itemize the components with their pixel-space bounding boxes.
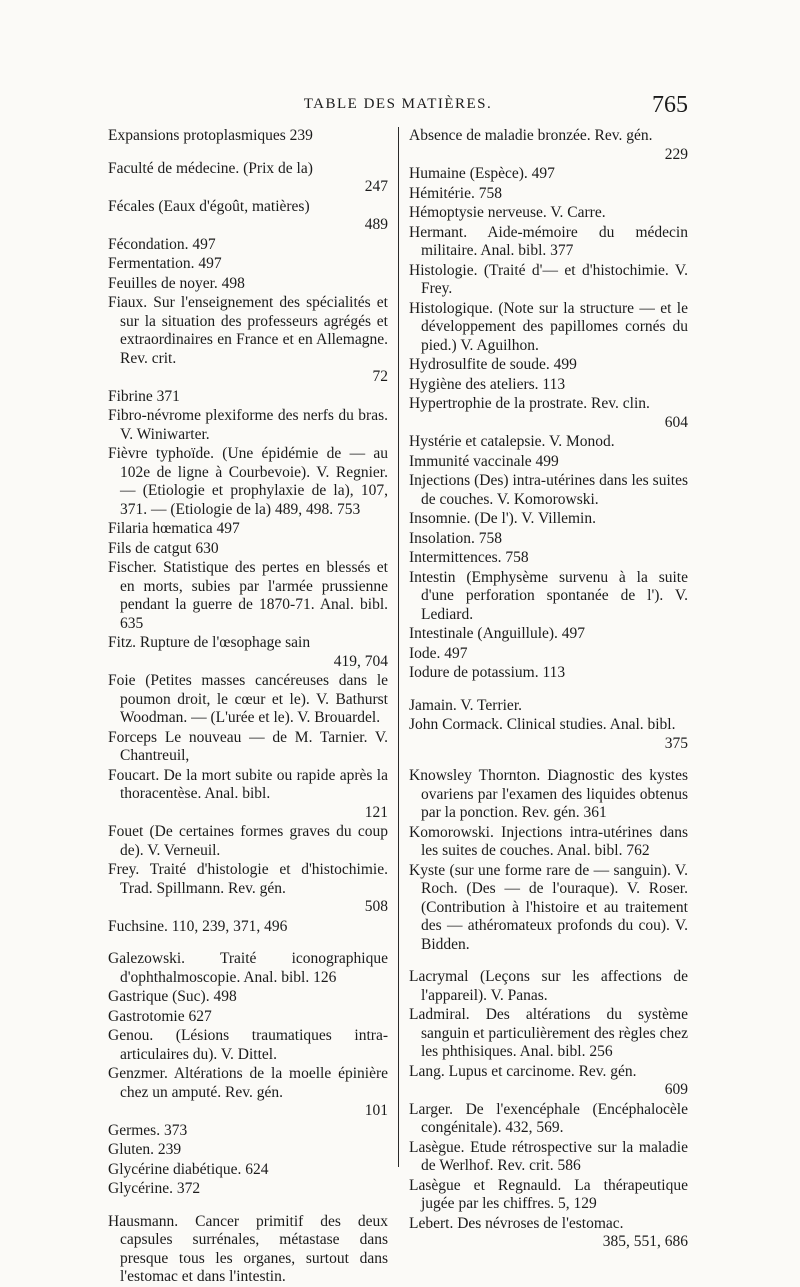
index-entry — [409, 530, 688, 549]
entry-text: Intestinale (Anguillule). 497 — [409, 625, 586, 642]
entry-text: Lasègue. Etude rétrospective sur la maladie de Werlhof. Rev. crit. 586 — [409, 1138, 688, 1174]
index-entry — [108, 559, 388, 633]
entry-text: Fibro-névrome plexiforme des nerfs du bras. V. Winiwarter. — [108, 407, 388, 443]
index-entry — [409, 1215, 688, 1252]
index-entry — [409, 262, 688, 299]
entry-pages: 385, 551, 686 — [602, 1233, 688, 1250]
page-number: 765 — [652, 92, 688, 118]
entry-text: Fermentation. 497 — [108, 255, 222, 272]
index-entry — [108, 767, 388, 823]
index-entry — [108, 1161, 388, 1180]
entry-text: Gastrique (Suc). 498 — [108, 988, 237, 1005]
index-entry — [409, 376, 688, 395]
index-entry — [108, 275, 388, 294]
entry-text: Hémitérie. 758 — [409, 184, 502, 202]
index-entry — [409, 1177, 688, 1214]
page-header — [108, 92, 688, 126]
index-entry — [108, 1180, 388, 1199]
index-entry — [108, 823, 388, 860]
entry-text: Intestin (Emphysème survenu à la suite d'une perforation spontanée de l'). V. Lediard. — [409, 568, 688, 623]
entry-text: Lacrymal (Leçons sur les affections de l'appareil). V. Panas. — [409, 968, 688, 1004]
running-title: TABLE DES MATIÈRES. — [303, 96, 493, 112]
index-entry — [108, 445, 388, 519]
index-entry — [108, 520, 388, 539]
index-entry — [108, 198, 388, 235]
index-entry — [409, 1139, 688, 1176]
entry-text: Hystérie et catalepsie. V. Monod. — [409, 433, 615, 450]
entry-text: Kyste (sur une forme rare de — sanguin). V. Roch. (Des — de l'ouraque). V. Roser. (Contribution à l'histoire et au traitement des — athéromateux profonds du cou). V. Bidden. — [409, 861, 688, 953]
entry-text: Fischer. Statistique des pertes en blessés et en morts, subies par l'armée prussienne pendant la guerre de 1870-71. Anal. bibl. 635 — [108, 559, 388, 632]
index-entry — [409, 716, 688, 753]
entry-text: Filaria hœmatica 497 — [108, 520, 240, 537]
entry-text: Lebert. Des névroses de l'estomac. — [409, 1214, 624, 1232]
index-entry — [409, 510, 688, 529]
index-entry — [409, 697, 688, 716]
index-entry — [108, 729, 388, 766]
entry-text: Genou. (Lésions traumatiques intra-articulaires du). V. Dittel. — [108, 1027, 388, 1063]
entry-text: Intermittences. 758 — [409, 549, 529, 566]
index-entry — [409, 645, 688, 664]
entry-text: Fécondation. 497 — [108, 235, 216, 253]
entry-pages: 247 — [364, 178, 388, 195]
index-entry — [409, 1006, 688, 1062]
entry-text: Ladmiral. Des altérations du système sanguin et particulièrement des règles chez les phthisiques. Anal. bibl. 256 — [409, 1006, 688, 1060]
entry-text: Hausmann. Cancer primitif des deux capsules surrénales, métastase dans presque tous les organes, surtout dans l'estomac et dans l'intestin. — [108, 1212, 388, 1285]
index-entry — [409, 185, 688, 204]
entry-text: Glycérine. 372 — [108, 1180, 201, 1197]
entry-text: Gluten. 239 — [108, 1141, 182, 1158]
entry-text: Komorowski. Injections intra-utérines dans les suites de couches. Anal. bibl. 762 — [409, 823, 688, 859]
entry-text: Insolation. 758 — [409, 529, 502, 547]
entry-pages: 419, 704 — [333, 652, 388, 670]
index-entry — [108, 1213, 388, 1287]
index-entry — [409, 453, 688, 472]
entry-text: Absence de maladie bronzée. Rev. gén. — [409, 127, 653, 144]
index-entry — [108, 1008, 388, 1027]
entry-pages: 508 — [364, 898, 388, 915]
entry-text: Knowsley Thornton. Diagnostic des kystes ovariens par l'examen des liquides obtenus par la ponction. Rev. gén. 361 — [409, 767, 688, 821]
entry-text: Germes. 373 — [108, 1121, 188, 1139]
index-entry — [409, 127, 688, 164]
index-entry — [108, 160, 388, 197]
entry-text: Fibrine 371 — [108, 387, 180, 405]
index-entry — [108, 1122, 388, 1141]
entry-text: Glycérine diabétique. 624 — [108, 1160, 269, 1178]
entry-text: Larger. De l'exencéphale (Encéphalocèle congénitale). 432, 569. — [409, 1100, 688, 1136]
index-entry — [409, 569, 688, 625]
index-entry — [409, 862, 688, 955]
index-entry — [409, 300, 688, 356]
index-entry — [409, 664, 688, 683]
entry-pages: 604 — [664, 413, 688, 431]
entry-text: Feuilles de noyer. 498 — [108, 274, 245, 292]
index-entry — [108, 236, 388, 255]
entry-text: Histologie. (Traité d'— et d'histochimie. V. Frey. — [409, 261, 688, 297]
entry-text: Lasègue et Regnauld. La thérapeutique jugée par les chiffres. 5, 129 — [409, 1176, 688, 1212]
index-entry — [108, 407, 388, 444]
index-entry — [108, 540, 388, 559]
index-entry — [108, 1027, 388, 1064]
entry-text: Fitz. Rupture de l'œsophage sain — [108, 634, 311, 651]
index-entry — [108, 918, 388, 937]
entry-text: Galezowski. Traité iconographique d'ophthalmoscopie. Anal. bibl. 126 — [108, 950, 388, 986]
entry-pages: 375 — [664, 734, 688, 752]
entry-text: Faculté de médecine. (Prix de la) — [108, 159, 313, 177]
entry-text: Immunité vaccinale 499 — [409, 452, 559, 470]
entry-text: John Cormack. Clinical studies. Anal. bibl. — [409, 716, 676, 733]
entry-pages: 229 — [664, 145, 688, 163]
entry-text: Hermant. Aide-mémoire du médecin militaire. Anal. bibl. 377 — [409, 223, 688, 259]
index-entry — [409, 824, 688, 861]
entry-pages: 121 — [364, 803, 388, 821]
index-entry — [108, 127, 388, 146]
entry-text: Iode. 497 — [409, 644, 468, 662]
entry-text: Fouet (De certaines formes graves du coup de). V. Verneuil. — [108, 823, 388, 859]
left-column — [108, 127, 398, 1285]
entry-text: Insomnie. (De l'). V. Villemin. — [409, 510, 596, 527]
entry-text: Foie (Petites masses cancéreuses dans le poumon droit, le cœur et le). V. Bathurst Woodman. — (L'urée et le). V. Brouardel. — [108, 672, 388, 726]
entry-pages: 101 — [364, 1102, 388, 1119]
index-entry — [409, 433, 688, 452]
index-entry — [108, 861, 388, 917]
entry-pages: 72 — [372, 368, 388, 385]
index-entry — [108, 950, 388, 987]
right-column — [398, 127, 688, 1250]
entry-text: Expansions protoplasmiques 239 — [108, 127, 313, 144]
entry-text: Injections (Des) intra-utérines dans les suites de couches. V. Komorowski. — [409, 472, 688, 508]
entry-text: Hydrosulfite de soude. 499 — [409, 356, 577, 373]
entry-text: Gastrotomie 627 — [108, 1007, 212, 1025]
entry-text: Forceps Le nouveau — de M. Tarnier. V. Chantreuil, — [108, 728, 388, 764]
entry-text: Humaine (Espèce). 497 — [409, 165, 555, 182]
entry-text: Frey. Traité d'histologie et d'histochimie. Trad. Spillmann. Rev. gén. — [108, 861, 388, 897]
index-entry — [409, 1063, 688, 1100]
index-entry — [108, 634, 388, 671]
entry-pages: 609 — [664, 1081, 688, 1098]
entry-text: Iodure de potassium. 113 — [409, 664, 566, 681]
index-entry — [409, 165, 688, 184]
index-entry — [409, 224, 688, 261]
entry-text: Genzmer. Altérations de la moelle épinière chez un amputé. Rev. gén. — [108, 1065, 388, 1101]
index-entry — [108, 672, 388, 728]
entry-text: Foucart. De la mort subite ou rapide après la thoracentèse. Anal. bibl. — [108, 766, 388, 802]
index-entry — [409, 356, 688, 375]
entry-text: Histologique. (Note sur la structure — et le développement des papillomes cornés du pied.) V. Aguilhon. — [409, 299, 688, 354]
entry-text: Hygiène des ateliers. 113 — [409, 375, 566, 393]
entry-text: Fiaux. Sur l'enseignement des spécialités et sur la situation des professeurs agrégés et extraordinaires en France et en Allemagne. Rev. crit. — [108, 294, 388, 367]
index-entry — [108, 1141, 388, 1160]
index-entry — [108, 1065, 388, 1121]
index-entry — [409, 204, 688, 223]
entry-pages: 489 — [364, 216, 388, 233]
index-columns — [108, 127, 688, 1285]
entry-text: Hypertrophie de la prostrate. Rev. clin. — [409, 395, 650, 412]
entry-text: Jamain. V. Terrier. — [409, 696, 522, 714]
entry-text: Fils de catgut 630 — [108, 539, 219, 557]
index-entry — [409, 968, 688, 1005]
index-entry — [108, 388, 388, 407]
entry-text: Hémoptysie nerveuse. V. Carre. — [409, 204, 606, 221]
entry-text: Fuchsine. 110, 239, 371, 496 — [108, 917, 288, 935]
entry-text: Fièvre typhoïde. (Une épidémie de — au 102e de ligne à Courbevoie). V. Regnier. — (Etiologie et prophylaxie de la), 107, 371. — (Etiologie de la) 489, 498. 753 — [108, 445, 388, 518]
entry-text: Fécales (Eaux d'égoût, matières) — [108, 197, 310, 215]
index-entry — [108, 255, 388, 274]
index-entry — [409, 549, 688, 568]
entry-text: Lang. Lupus et carcinome. Rev. gén. — [409, 1062, 637, 1080]
index-entry — [409, 625, 688, 644]
index-entry — [108, 988, 388, 1007]
index-entry — [409, 1101, 688, 1138]
index-entry — [409, 395, 688, 432]
index-entry — [108, 294, 388, 387]
index-entry — [409, 472, 688, 509]
index-entry — [409, 767, 688, 823]
